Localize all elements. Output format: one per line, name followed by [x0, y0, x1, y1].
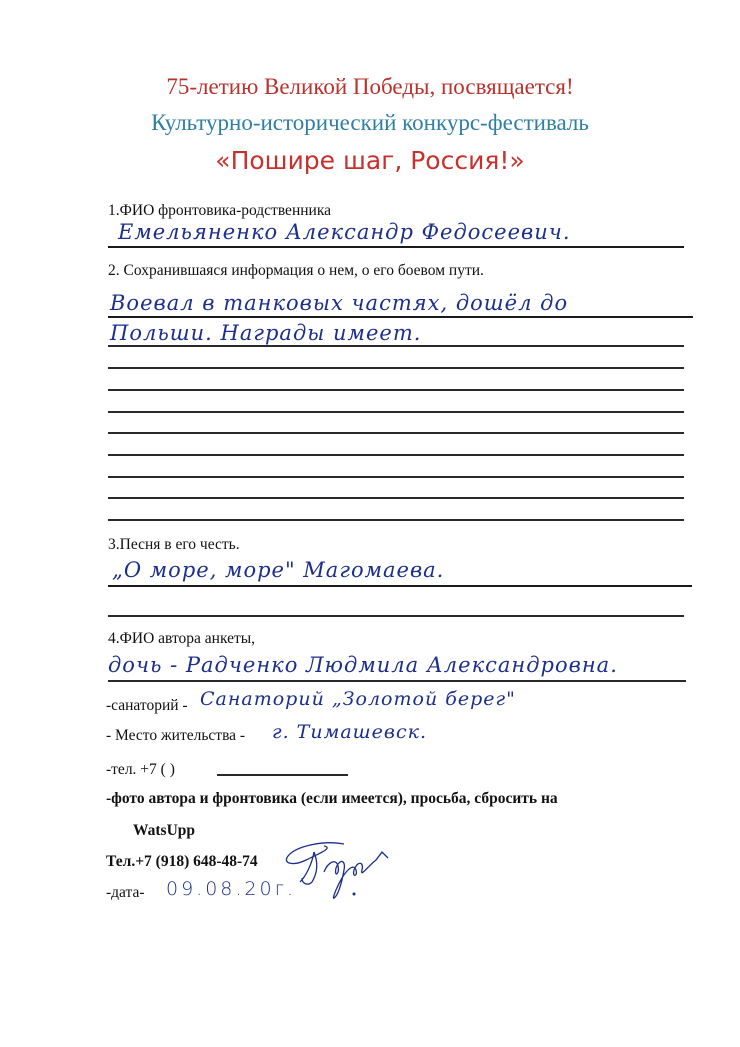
date-value[interactable]: 09.08.20г.: [166, 878, 296, 900]
ruled-line: [108, 316, 693, 318]
signature-dot: [353, 893, 356, 896]
section3-answer[interactable]: „О море, море" Магомаева.: [112, 558, 445, 582]
author-name-line: [108, 680, 686, 682]
section1-label: 1.ФИО фронтовика-родственника: [108, 202, 332, 219]
section2-answer-line-1[interactable]: Воевал в танковых частях, дошёл до: [110, 291, 569, 315]
ruled-line: [108, 519, 684, 521]
signature-surname: [324, 852, 388, 898]
section4-label: 4.ФИО автора анкеты,: [108, 630, 256, 647]
phone-label: -тел. +7 ( ): [106, 761, 175, 778]
festival-subtitle: Культурно-исторический конкурс-фестиваль: [151, 110, 589, 135]
section3-label: 3.Песня в его честь.: [108, 536, 240, 553]
festival-name: «Пошире шаг, Россия!»: [215, 146, 525, 175]
ruled-line: [108, 615, 684, 617]
signature-initial: [300, 852, 317, 884]
residence-value[interactable]: г. Тимашевск.: [272, 721, 427, 743]
ruled-line: [108, 476, 684, 478]
date-label: -дата-: [106, 884, 145, 901]
signature-loop: [286, 843, 344, 864]
photo-note: -фото автора и фронтовика (если имеется), просьба, сбросить на: [106, 790, 558, 807]
phone-input-line[interactable]: [217, 774, 348, 776]
sanatorium-value[interactable]: Санаторий „Золотой берег": [200, 688, 516, 710]
ruled-line: [108, 389, 684, 391]
ruled-line: [108, 497, 684, 499]
section1-answer[interactable]: Емельяненко Александр Федосеевич.: [118, 220, 571, 244]
ruled-line: [108, 411, 684, 413]
contact-phone: Тел.+7 (918) 648-48-74: [106, 853, 258, 870]
ruled-line: [108, 454, 684, 456]
dedication-title: 75-летию Великой Победы, посвящается!: [166, 74, 574, 99]
messenger-name: WatsUpp: [133, 822, 196, 839]
section2-label: 2. Сохранившаяся информация о нем, о его боевом пути.: [108, 262, 484, 279]
sanatorium-label: -санаторий -: [106, 697, 188, 714]
section1-answer-line: [108, 246, 684, 248]
ruled-line: [108, 367, 684, 369]
signature: [284, 838, 414, 904]
author-name-answer[interactable]: дочь - Радченко Людмила Александровна.: [108, 653, 618, 677]
ruled-line: [108, 345, 684, 347]
residence-label: - Место жительства -: [106, 727, 246, 744]
ruled-line: [108, 432, 684, 434]
section3-answer-line: [108, 585, 692, 587]
section2-answer-line-2[interactable]: Польши. Награды имеет.: [110, 321, 422, 345]
